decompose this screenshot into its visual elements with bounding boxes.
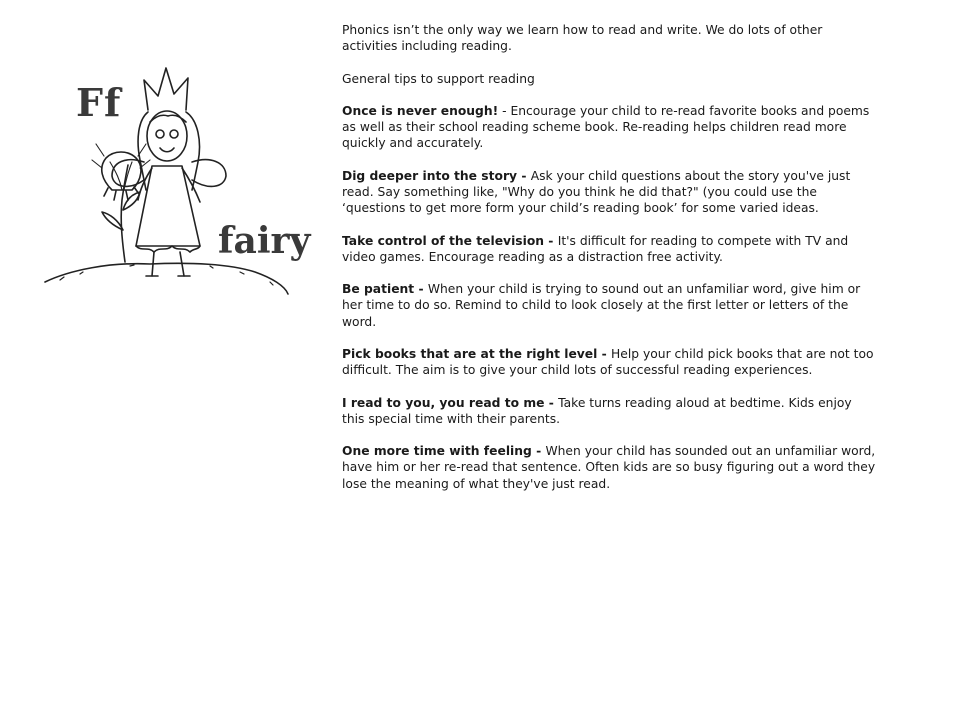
reading-tips-text — [342, 22, 877, 508]
tip-body: When your child has sounded out an unfamiliar word, have him or her re-read that sentence. Often kids are so busy figuring out a word they lose the meaning of what they've just read. — [342, 444, 876, 491]
tip-heading: Dig deeper into the story - — [342, 168, 531, 183]
tip-paragraph — [342, 346, 877, 378]
word-label: fairy — [218, 220, 311, 262]
tip-paragraph — [342, 395, 877, 427]
section-title: General tips to support reading — [342, 71, 535, 86]
tip-body: When your child is trying to sound out an unfamiliar word, give him or her time to do so. Remind to child to look closely at the first letter or letters of the word. — [342, 282, 861, 329]
tip-body: Help your child pick books that are not too difficult. The aim is to give your child lots of successful reading experiences. — [342, 346, 874, 378]
tip-body: Ask your child questions about the story you've just read. Say something like, "Why do you think he did that?" (you could use the ‘questions to get more form your child’s reading book’ for some varied ideas. — [342, 168, 851, 216]
intro-paragraph: Phonics isn’t the only way we learn how to read and write. We do lots of other activities including reading. — [342, 23, 823, 54]
tip-paragraph — [342, 103, 877, 152]
tip-heading: I read to you, you read to me - — [342, 395, 559, 410]
tip-body: Take turns reading aloud at bedtime. Kids enjoy this special time with their parents. — [342, 395, 852, 426]
tip-paragraph — [342, 233, 877, 265]
tip-paragraph — [342, 168, 877, 217]
tip-heading: Be patient - — [342, 282, 428, 297]
tip-body: It's difficult for reading to compete with TV and video games. Encourage reading as a distraction free activity. — [342, 233, 849, 264]
tip-paragraph — [342, 443, 877, 492]
tip-heading: Once is never enough! — [342, 103, 499, 118]
tip-heading: Pick books that are at the right level - — [342, 346, 612, 361]
tip-heading: Take control of the television - — [342, 233, 558, 248]
tip-heading: One more time with feeling - — [342, 444, 546, 459]
tip-body: - Encourage your child to re-read favorite books and poems as well as their school reading scheme book. Re-reading helps children read more quickly and accurately. — [342, 103, 870, 151]
letter-heading: Ff — [76, 80, 122, 125]
tip-paragraph — [342, 281, 877, 330]
